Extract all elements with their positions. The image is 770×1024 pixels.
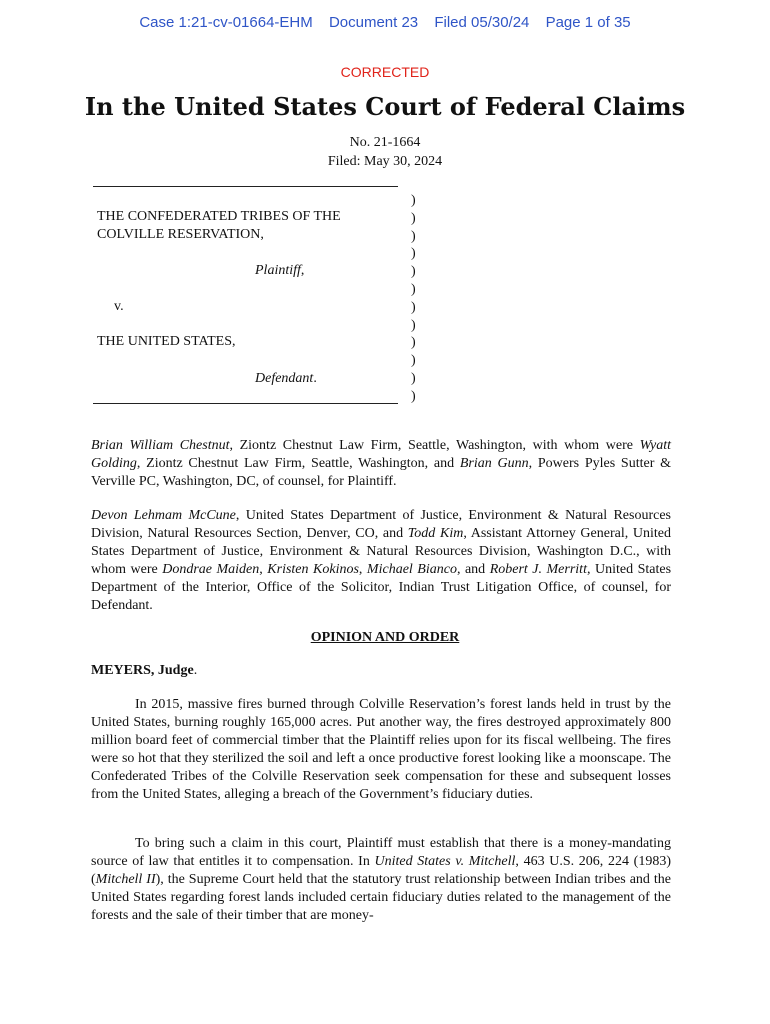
plaintiff-counsel: Brian William Chestnut, Ziontz Chestnut Law Firm, Seattle, Washington, with whom were Wyatt Golding, Ziontz Chestnut Law Firm, Seattle, Washington, and Brian Gunn, Powers Pyles Sutter & Verville PC, Washington, DC, of counsel, for Plaintiff. <box>91 438 671 489</box>
plaintiff-role: Plaintiff, <box>255 263 305 278</box>
document-number-stamp: Document 23 <box>328 14 419 31</box>
plaintiff-name-line2: COLVILLE RESERVATION, <box>97 227 264 242</box>
caption-parentheses: ) ) ) ) ) ) ) ) ) ) ) ) <box>411 193 416 404</box>
plaintiff-name-line1: THE CONFEDERATED TRIBES OF THE <box>97 209 341 224</box>
defendant-role: Defendant. <box>255 371 317 386</box>
defendant-counsel: Devon Lehmam McCune, United States Department of Justice, Environment & Natural Resources Division, Natural Resources Section, Denver, CO, and Todd Kim, Assistant Attorney General, United States Department of Justice, Environment & Natural Resources Division, Washington D.C., with whom were Dondrae Maiden, Kristen Kokinos, Michael Bianco, and Robert J. Merritt, United States Department of the Interior, Office of the Solicitor, Indian Trust Litigation Office, of counsel, for Defendant. <box>91 508 672 613</box>
docket-number: No. 21-1664 <box>349 135 421 150</box>
defendant-name: THE UNITED STATES, <box>97 334 236 349</box>
filed-date: Filed: May 30, 2024 <box>327 154 443 169</box>
plaintiff-name <box>97 208 341 244</box>
caption-bottom-rule <box>93 403 398 404</box>
case-number-stamp: Case 1:21-cv-01664-EHM <box>139 14 313 31</box>
opinion-heading: OPINION AND ORDER <box>310 630 460 645</box>
body-paragraph-1: In 2015, massive fires burned through Colville Reservation’s forest lands held in trust by the United States, burning roughly 165,000 acres. Put another way, the fires destroyed approximately 800 million board feet of commercial timber that the Plaintiff relies upon for its fiscal wellbeing. The fires were so hot that they sterilized the soil and left a once productive forest looking like a moonscape. The Confederated Tribes of the Colville Reservation seek compensation for these and subsequent losses from the United States, alleging a breach of the Government’s fiduciary duties. <box>91 697 671 802</box>
court-title: In the United States Court of Federal Claims <box>84 92 686 121</box>
body-paragraph-2: To bring such a claim in this court, Plaintiff must establish that there is a money-mandating source of law that entitles it to compensation. In United States v. Mitchell, 463 U.S. 206, 224 (1983) (Mitchell II), the Supreme Court held that the statutory trust relationship between Indian tribes and the United States regarding forest lands included certain fiduciary duties related to the management of the forests and the sale of their timber that are money- <box>91 836 671 923</box>
filed-date-stamp: Filed 05/30/24 <box>434 14 530 31</box>
page-number-stamp: Page 1 of 35 <box>545 14 631 31</box>
judge-line: MEYERS, Judge. <box>91 663 198 678</box>
corrected-stamp: CORRECTED <box>340 64 430 80</box>
caption-top-rule <box>93 186 398 187</box>
versus: v. <box>114 299 124 314</box>
filing-header <box>0 14 770 31</box>
